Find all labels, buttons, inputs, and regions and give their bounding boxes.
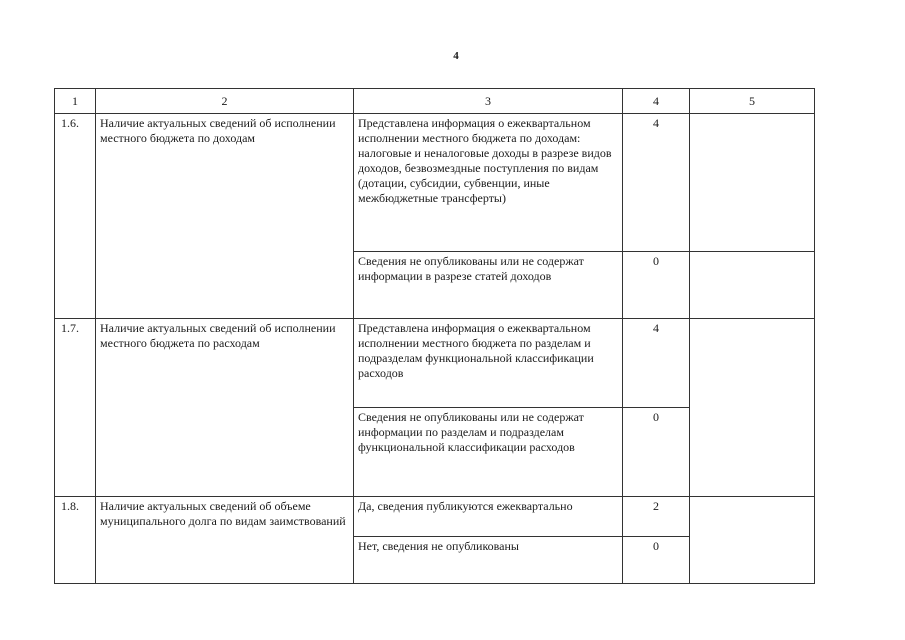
table-header-row: [55, 89, 815, 114]
empty-cell: [690, 319, 815, 497]
criterion-cell: Наличие актуальных сведений об исполнении местного бюджета по расходам: [96, 319, 354, 497]
option-score: 0: [623, 537, 690, 584]
option-score: 4: [623, 114, 690, 252]
header-cell-3: 3: [354, 89, 623, 114]
empty-cell: [690, 497, 815, 584]
page-number: 4: [453, 50, 459, 62]
criterion-cell: Наличие актуальных сведений об исполнении местного бюджета по доходам: [96, 114, 354, 319]
empty-cell: [690, 114, 815, 252]
header-cell-5: 5: [690, 89, 815, 114]
option-text: Да, сведения публикуются ежеквартально: [354, 497, 623, 537]
table-row: [55, 114, 815, 252]
table-row: [55, 497, 815, 537]
header-cell-2: 2: [96, 89, 354, 114]
option-text: Представлена информация о ежеквартальном исполнении местного бюджета по разделам и подразделам функциональной классификации расходов: [354, 319, 623, 408]
row-number: 1.6.: [55, 114, 96, 319]
option-score: 0: [623, 252, 690, 319]
option-score: 4: [623, 319, 690, 408]
empty-cell: [690, 252, 815, 319]
header-cell-1: 1: [55, 89, 96, 114]
option-text: Нет, сведения не опубликованы: [354, 537, 623, 584]
option-text: Сведения не опубликованы или не содержат информации по разделам и подразделам функциональной классификации расходов: [354, 408, 623, 497]
option-text: Сведения не опубликованы или не содержат информации в разрезе статей доходов: [354, 252, 623, 319]
criteria-table: [54, 88, 815, 584]
row-number: 1.8.: [55, 497, 96, 584]
criterion-cell: Наличие актуальных сведений об объеме муниципального долга по видам заимствований: [96, 497, 354, 584]
option-text: Представлена информация о ежеквартальном исполнении местного бюджета по доходам: налоговые и неналоговые доходы в разрезе видов доходов, безвозмездные поступления по видам (дотации, субсидии, субвенции, иные межбюджетные трансферты): [354, 114, 623, 252]
table-row: [55, 319, 815, 408]
option-score: 0: [623, 408, 690, 497]
header-cell-4: 4: [623, 89, 690, 114]
option-score: 2: [623, 497, 690, 537]
row-number: 1.7.: [55, 319, 96, 497]
